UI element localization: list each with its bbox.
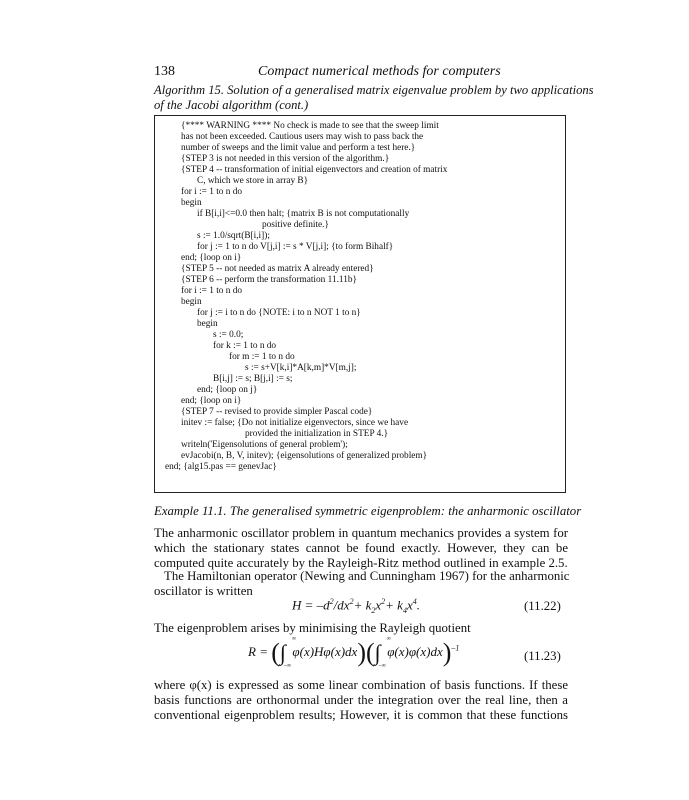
algorithm-caption-line: of the Jacobi algorithm (cont.) <box>154 98 309 112</box>
code-line: provided the initialization in STEP 4.} <box>245 429 389 439</box>
text-line: which the stationary states cannot be found exactly. However, they can be <box>154 541 568 555</box>
code-line: initev := false; {Do not initialize eigenvectors, since we have <box>181 418 409 428</box>
page-number: 138 <box>154 64 175 79</box>
text-line: The Hamiltonian operator (Newing and Cunningham 1967) for the anharmonic <box>164 569 570 583</box>
text-line: computed quite accurately by the Rayleigh-Ritz method outlined in example 2.5. <box>154 556 568 570</box>
text-line: conventional eigenproblem results; However, it is common that these functions <box>154 708 568 722</box>
code-line: end; {alg15.pas == genevJac} <box>165 462 277 472</box>
text-line: where φ(x) is expressed as some linear combination of basis functions. If these <box>154 678 568 692</box>
code-line: {STEP 7 -- revised to provide simpler Pascal code} <box>181 407 373 417</box>
code-line: has not been exceeded. Cautious users may wish to pass back the <box>181 132 424 142</box>
page-header <box>154 64 566 82</box>
code-line: {STEP 3 is not needed in this version of the algorithm.} <box>181 154 390 164</box>
code-line: {**** WARNING **** No check is made to see that the sweep limit <box>181 121 439 131</box>
code-line: positive definite.} <box>262 220 329 230</box>
code-listing <box>154 115 566 493</box>
code-line: s := 1.0/sqrt(B[i,i]); <box>197 231 270 241</box>
code-line: for i := 1 to n do <box>181 187 243 197</box>
algorithm-caption <box>154 83 594 113</box>
code-line: {STEP 4 -- transformation of initial eigenvectors and creation of matrix <box>181 165 448 175</box>
code-line: B[i,j] := s; B[j,i] := s; <box>213 374 293 384</box>
code-line: begin <box>197 319 218 329</box>
paragraph-basis-functions <box>154 678 568 723</box>
code-line: end; {loop on i} <box>181 396 242 406</box>
code-line: {STEP 6 -- perform the transformation 11.11b} <box>181 275 357 285</box>
code-line: end; {loop on j} <box>197 385 258 395</box>
code-line: writeln('Eigensolutions of general problem'); <box>181 440 348 450</box>
code-line: for k := 1 to n do <box>213 341 277 351</box>
equation-number: (11.22) <box>524 599 561 613</box>
running-title: Compact numerical methods for computers <box>258 64 501 79</box>
code-line: begin <box>181 297 202 307</box>
code-line: for i := 1 to n do <box>181 286 243 296</box>
code-line: s := s+V[k,i]*A[k,m]*V[m,j]; <box>245 363 357 373</box>
equation-rayleigh-quotient: R = (∫ ∞ –∞ φ(x)Hφ(x)dx)(∫ ∞ –∞ φ(x)φ(x)dx)$^{-1}$ <box>248 636 460 669</box>
paragraph-intro <box>154 526 568 571</box>
text-line: basis functions are orthonormal under the integration over the real line, then a <box>154 693 568 707</box>
code-line: C, which we store in array B} <box>197 176 309 186</box>
code-line: if B[i,i]<=0.0 then halt; {matrix B is not computationally <box>197 209 410 219</box>
code-line: s := 0.0; <box>213 330 244 340</box>
example-title: Example 11.1. The generalised symmetric eigenproblem: the anharmonic oscillator <box>154 504 582 518</box>
code-line: end; {loop on i} <box>181 253 242 263</box>
code-line: for j := 1 to n do V[j,i] := s * V[j,i]; {to form Bihalf} <box>197 242 394 252</box>
code-line: begin <box>181 198 202 208</box>
code-line: for m := 1 to n do <box>229 352 295 362</box>
text-line: The eigenproblem arises by minimising the Rayleigh quotient <box>154 621 471 635</box>
paragraph-rayleigh <box>154 621 568 636</box>
code-line: for j := i to n do {NOTE: i to n NOT 1 to n} <box>197 308 361 318</box>
paragraph-hamiltonian <box>154 569 568 599</box>
code-line: evJacobi(n, B, V, initev); {eigensolutions of generalized problem} <box>181 451 428 461</box>
equation-number: (11.23) <box>524 649 561 663</box>
code-line: {STEP 5 -- not needed as matrix A already entered} <box>181 264 374 274</box>
equation-hamiltonian: $H = -d^2/dx^2+ k_2x^2+ k_4x^4$. <box>292 597 420 615</box>
algorithm-caption-line: Algorithm 15. Solution of a generalised matrix eigenvalue problem by two applications <box>154 83 594 97</box>
text-line: The anharmonic oscillator problem in quantum mechanics provides a system for <box>154 526 568 540</box>
text-line: oscillator is written <box>154 584 253 598</box>
code-line: number of sweeps and the limit value and perform a test here.} <box>181 143 416 153</box>
